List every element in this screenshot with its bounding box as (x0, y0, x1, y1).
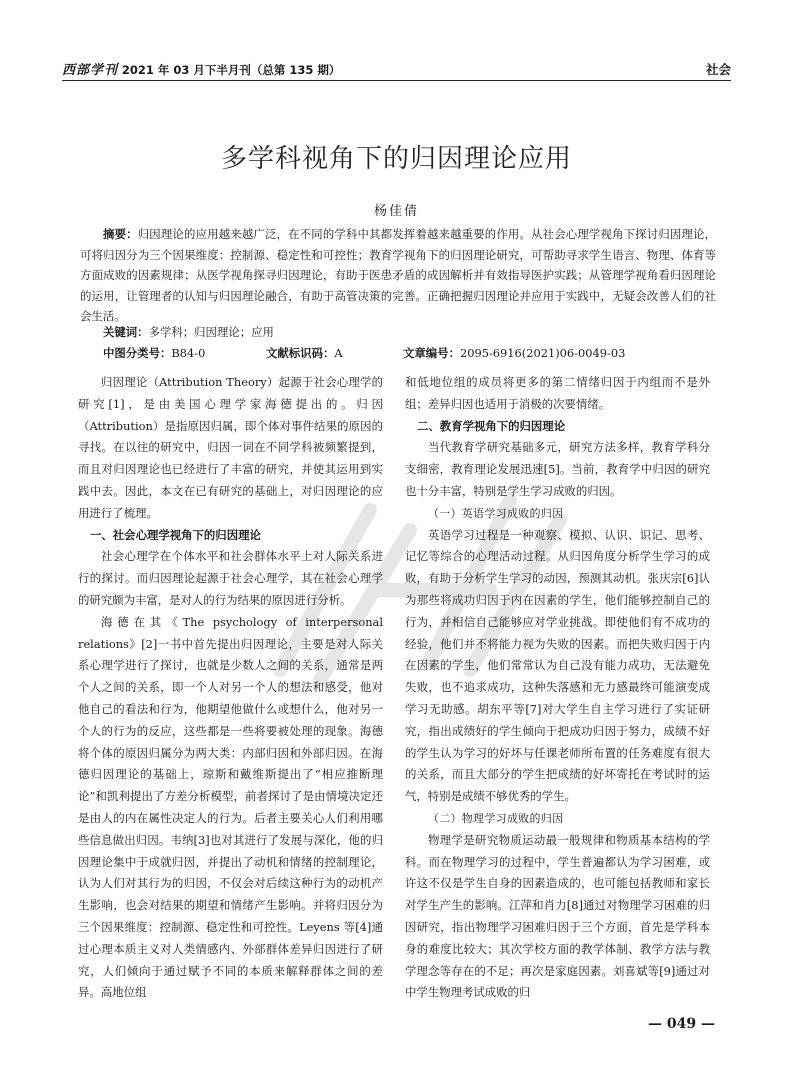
body-paragraph: 社会心理学在个体水平和社会群体水平上对人际关系进行的探讨。而归因理论起源于社会心理学，其在社会心理学的研究颇为丰富，是对人的行为结果的原因进行分析。 (78, 549, 383, 607)
clc-number (103, 345, 205, 361)
journal-info (62, 59, 340, 78)
article-title: 多学科视角下的归因理论应用 (220, 144, 572, 174)
body-paragraph: 物理学是研究物质运动最一般规律和物质基本结构的学科。而在物理学习的过程中，学生普遍都认为学习困难，或许这不仅是学生自身的因素造成的，也可能包括教师和家长对学生产生的影响。江萍和肖力[8]通过对物理学习困难的归因研究，指出物理学习困难归因于三个方面，首先是学科本身的难度比较大；其次学校方面的教学体制、教学方法与教学理念等存在的不足；再次是家庭因素。刘喜斌等[9]通过对中学生物理考试成败的归 (405, 832, 710, 1000)
section-heading-2: 二、教育学视角下的归因理论 (417, 418, 566, 433)
article-author: 杨佳倩 (373, 204, 419, 219)
page-number: — 049 — (648, 1016, 715, 1032)
left-column (78, 372, 383, 1004)
subsection-heading-english: （一）英语学习成败的归因 (428, 506, 564, 520)
article-number-value: 2095-6916(2021)06-0049-03 (459, 346, 626, 360)
doc-code-label: 文献标识码： (266, 346, 335, 360)
body-paragraph: 和低地位组的成员将更多的第二情绪归因于内组而不是外组；差异归因也适用于消极的次要情绪。 (405, 375, 710, 411)
intro-paragraph: 归因理论（Attribution Theory）起源于社会心理学的研究[1]，是由美国心理学家海德提出的。归因（Attribution）是指原因归属，即个体对事件结果的原因的寻找。在以往的研究中，归因一词在不同学科被频繁提到，而且对归因理论也已经进行了丰富的研究，并使其运用到实践中去。因此，本文在已有研究的基础上，对归因理论的应用进行了梳理。 (78, 375, 383, 520)
abstract (80, 224, 716, 327)
abstract-text: 归因理论的应用越来越广泛，在不同的学科中其都发挥着越来越重要的作用。从社会心理学视角下探讨归因理论，可将归因分为三个因果维度：控制源、稳定性和可控性；教育学视角下的归因理论研究，可帮助寻求学生语言、物理、体育等方面成败的因素规律；从医学视角探寻归因理论，有助于医患矛盾的成因解析并有效指导医护实践；从管理学视角看归因理论的运用，让管理者的认知与归因理论融合，有助于高管决策的完善。正确把握归因理论并应用于实践中，无疑会改善人们的社会生活。 (80, 227, 716, 323)
article-number-label: 文章编号： (403, 346, 460, 360)
issue-info: 2021 年 03 月下半月刊（总第 135 期） (121, 63, 341, 77)
running-header (62, 58, 731, 81)
clc-label: 中图分类号： (103, 346, 172, 360)
section-heading-1: 一、社会心理学视角下的归因理论 (90, 527, 261, 542)
body-paragraph: 英语学习过程是一种观察、模拟、认识、识记、思考、记忆等综合的心理活动过程。从归因角度分析学生学习的成败，有助于分析学生学习的动因，预测其动机。张庆宗[6]认为那些将成功归因于内在因素的学生，他们能够控制自己的行为，并相信自己能够应对学业挑战。即使他们有不成功的经验，他们并不将能力视为失败的因素。而把失败归因于内在因素的学生，他们常常认为自己没有能力成功，无法避免失败，也不追求成功，这种失落感和无力感最终可能演变成学习无助感。胡东平等[7]对大学生自主学习进行了实证研究，指出成绩好的学生倾向于把成功归因于努力，成绩不好的学生认为学习的好坏与任课老师所布置的任务难度有很大的关系，而且大部分的学生把成绩的好坏寄托在考试时的运气，特别是成绩不够优秀的学生。 (405, 527, 710, 804)
keywords (103, 324, 274, 340)
keywords-label: 关键词： (103, 325, 149, 339)
journal-logo: 西部学刊 (62, 63, 119, 78)
document-code (266, 345, 343, 361)
subsection-heading-physics: （二）物理学习成败的归因 (428, 811, 564, 825)
doc-code-value: A (334, 346, 343, 360)
right-column (405, 372, 710, 1004)
article-number (403, 345, 625, 361)
section-label: 社会 (705, 62, 731, 77)
keywords-text: 多学科；归因理论；应用 (148, 325, 274, 339)
clc-value: B84-0 (171, 346, 206, 360)
abstract-label: 摘要： (103, 227, 138, 241)
body-paragraph: 当代教育学研究基础多元，研究方法多样，教育学科分支细密，教育理论发展迅速[5]。当前，教育学中归因的研究也十分丰富，特别是学生学习成败的归因。 (405, 440, 710, 498)
body-paragraph: 海德在其《The psychology of interpersonal relations》[2]一书中首先提出归因理论，主要是对人际关系心理学进行了探讨，也就是少数人之间的关系，通常是两个人之间的关系，即一个人对另一个人的想法和感受，他对他自己的看法和行为，他期望他做什么或想什么，他对另一个人的行为的反应，这些都是一些将要被处理的现象。海德将个体的原因归属分为两大类：内部归因和外部归因。在海德归因理论的基础上，琼斯和戴维斯提出了“相应推断理论”和凯利提出了方差分析模型，前者探讨了是由情境决定还是由人的内在属性决定人的行为。后者主要关心人们利用哪些信息做出归因。韦纳[3]也对其进行了发展与深化，他的归因理论集中于成就归因，并提出了动机和情绪的控制理论，认为人们对其行为的归因，不仅会对后续这种行为的动机产生影响，也会对结果的期望和情绪产生影响。并将归因分为三个因果维度：控制源、稳定性和可控性。Leyens 等[4]通过心理本质主义对人类情感内、外部群体差异归因进行了研究，人们倾向于通过赋予不同的本质来解释群体之间的差异。高地位组 (78, 614, 383, 1000)
